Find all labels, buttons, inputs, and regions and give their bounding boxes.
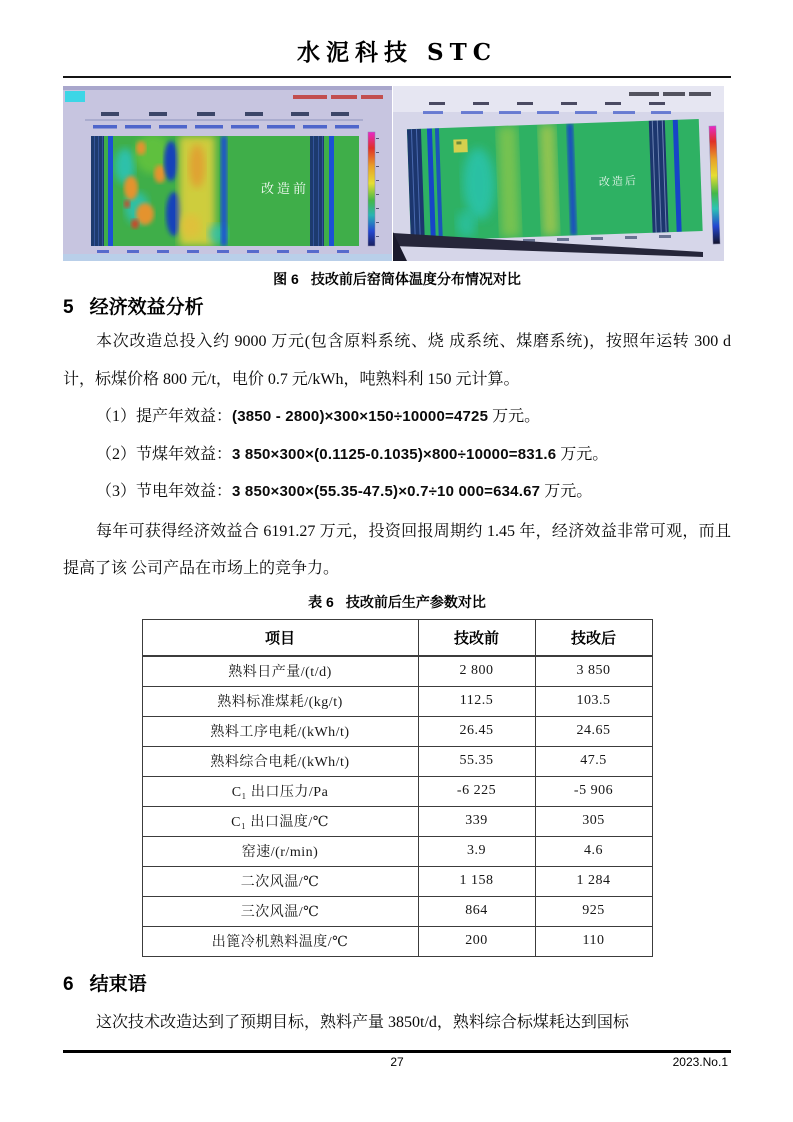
col-header-after: 技改后 <box>535 619 652 656</box>
col-header-item: 项目 <box>142 619 418 656</box>
page-number: 27 <box>390 1055 404 1069</box>
row-before: 200 <box>418 926 535 956</box>
row-before: 1 158 <box>418 866 535 896</box>
row-after: 103.5 <box>535 686 652 716</box>
benefit-items <box>63 398 731 511</box>
row-before: 2 800 <box>418 656 535 687</box>
row-item: C₁ 出口压力/Pa <box>142 776 418 806</box>
thermal-image-after <box>393 86 724 261</box>
after-label: 改造后 <box>598 175 639 189</box>
row-after: 3 850 <box>535 656 652 687</box>
row-item: 三次风温/℃ <box>142 896 418 926</box>
row-before: 112.5 <box>418 686 535 716</box>
table-header-row <box>142 619 652 656</box>
closing-paragraph: 这次技术改造达到了预期目标，熟料产量 3850t/d，熟料综合标煤耗达到国标 <box>96 1013 629 1031</box>
row-before: 55.35 <box>418 746 535 776</box>
benefit-item-2-unit: 万元。 <box>556 445 609 463</box>
row-item: 熟料工序电耗/(kWh/t) <box>142 716 418 746</box>
row-before: -6 225 <box>418 776 535 806</box>
row-after: 305 <box>535 806 652 836</box>
section-5-number: 5 <box>63 297 74 318</box>
table-row <box>142 716 652 746</box>
row-before: 3.9 <box>418 836 535 866</box>
section-5-title: 经济效益分析 <box>89 297 204 318</box>
footer-rule <box>63 1050 731 1053</box>
benefit-item-3-label: （3）节电年效益： <box>96 483 233 500</box>
figure-number: 图 6 <box>273 271 299 287</box>
figure-caption <box>63 269 731 289</box>
section-6-heading <box>63 971 731 998</box>
table-number: 表 6 <box>308 593 334 610</box>
investment-paragraph: 本次改造总投入约 9000 万元(包含原料系统、烧 成系统、煤磨系统)，按照年运转 300 d 计，标煤价格 800 元/t，电价 0.7 元/kWh，吨熟料利 150 元计算。 <box>63 333 731 388</box>
axis-ticks-icon <box>97 250 349 253</box>
col-header-before: 技改前 <box>418 619 535 656</box>
section-6-title: 结束语 <box>89 973 147 995</box>
row-item: 窑速/(r/min) <box>142 836 418 866</box>
footer-row <box>63 1055 731 1071</box>
figure-6-images <box>63 86 731 261</box>
row-item: C₁ 出口温度/℃ <box>142 806 418 836</box>
row-item: 出篦冷机熟料温度/℃ <box>142 926 418 956</box>
table-row <box>142 746 652 776</box>
before-label: 改造前 <box>261 181 310 196</box>
section-5-heading <box>63 294 731 321</box>
issue-label: 2023.No.1 <box>672 1055 728 1069</box>
benefit-item-1 <box>63 398 731 436</box>
screen-badge-icon <box>65 91 85 102</box>
row-after: 47.5 <box>535 746 652 776</box>
header-rule <box>63 76 731 78</box>
row-before: 339 <box>418 806 535 836</box>
table-row <box>142 926 652 956</box>
benefit-item-2-formula: 3 850×300×(0.1125-0.1035)×800÷10000=831.6 <box>232 445 557 463</box>
benefit-item-1-label: （1）提产年效益： <box>96 408 233 425</box>
page-footer <box>63 1050 731 1071</box>
benefit-item-2 <box>63 436 731 474</box>
table-row <box>142 656 652 687</box>
benefit-item-1-unit: 万元。 <box>488 408 541 425</box>
max-temp-readout-icon <box>293 95 383 99</box>
benefit-item-3 <box>63 473 731 511</box>
row-item: 熟料日产量/(t/d) <box>142 656 418 687</box>
thermal-image-before <box>63 86 392 261</box>
row-after: -5 906 <box>535 776 652 806</box>
max-temp-readout-icon <box>629 92 711 96</box>
total-benefit-paragraph: 每年可获得经济效益合 6191.27 万元，投资回报周期约 1.45 年，经济效益非常可观，而且提高了该 公司产品在市场上的竞争力。 <box>63 522 731 577</box>
table-row <box>142 776 652 806</box>
row-after: 1 284 <box>535 866 652 896</box>
benefit-item-3-unit: 万元。 <box>540 483 593 500</box>
table-row <box>142 806 652 836</box>
benefit-item-1-formula: (3850 - 2800)×300×150÷10000=4725 <box>232 408 489 425</box>
row-after: 925 <box>535 896 652 926</box>
table-row <box>142 896 652 926</box>
section-6-number: 6 <box>63 973 74 995</box>
row-after: 24.65 <box>535 716 652 746</box>
row-before: 864 <box>418 896 535 926</box>
color-scale-before <box>368 132 375 246</box>
table-row <box>142 686 652 716</box>
row-after: 4.6 <box>535 836 652 866</box>
row-item: 熟料标准煤耗/(kg/t) <box>142 686 418 716</box>
table-row <box>142 836 652 866</box>
table-caption <box>63 592 731 612</box>
row-item: 二次风温/℃ <box>142 866 418 896</box>
production-parameters-table <box>142 619 653 957</box>
journal-title: 水泥科技 STC <box>296 39 498 66</box>
table-row <box>142 866 652 896</box>
benefit-item-3-formula: 3 850×300×(55.35-47.5)×0.7÷10 000=634.67 <box>232 483 541 500</box>
table-caption-text: 技改前后生产参数对比 <box>345 593 486 610</box>
figure-caption-text: 技改前后窑筒体温度分布情况对比 <box>310 271 521 287</box>
row-after: 110 <box>535 926 652 956</box>
row-before: 26.45 <box>418 716 535 746</box>
benefit-item-2-label: （2）节煤年效益： <box>96 445 233 463</box>
row-item: 熟料综合电耗/(kWh/t) <box>142 746 418 776</box>
